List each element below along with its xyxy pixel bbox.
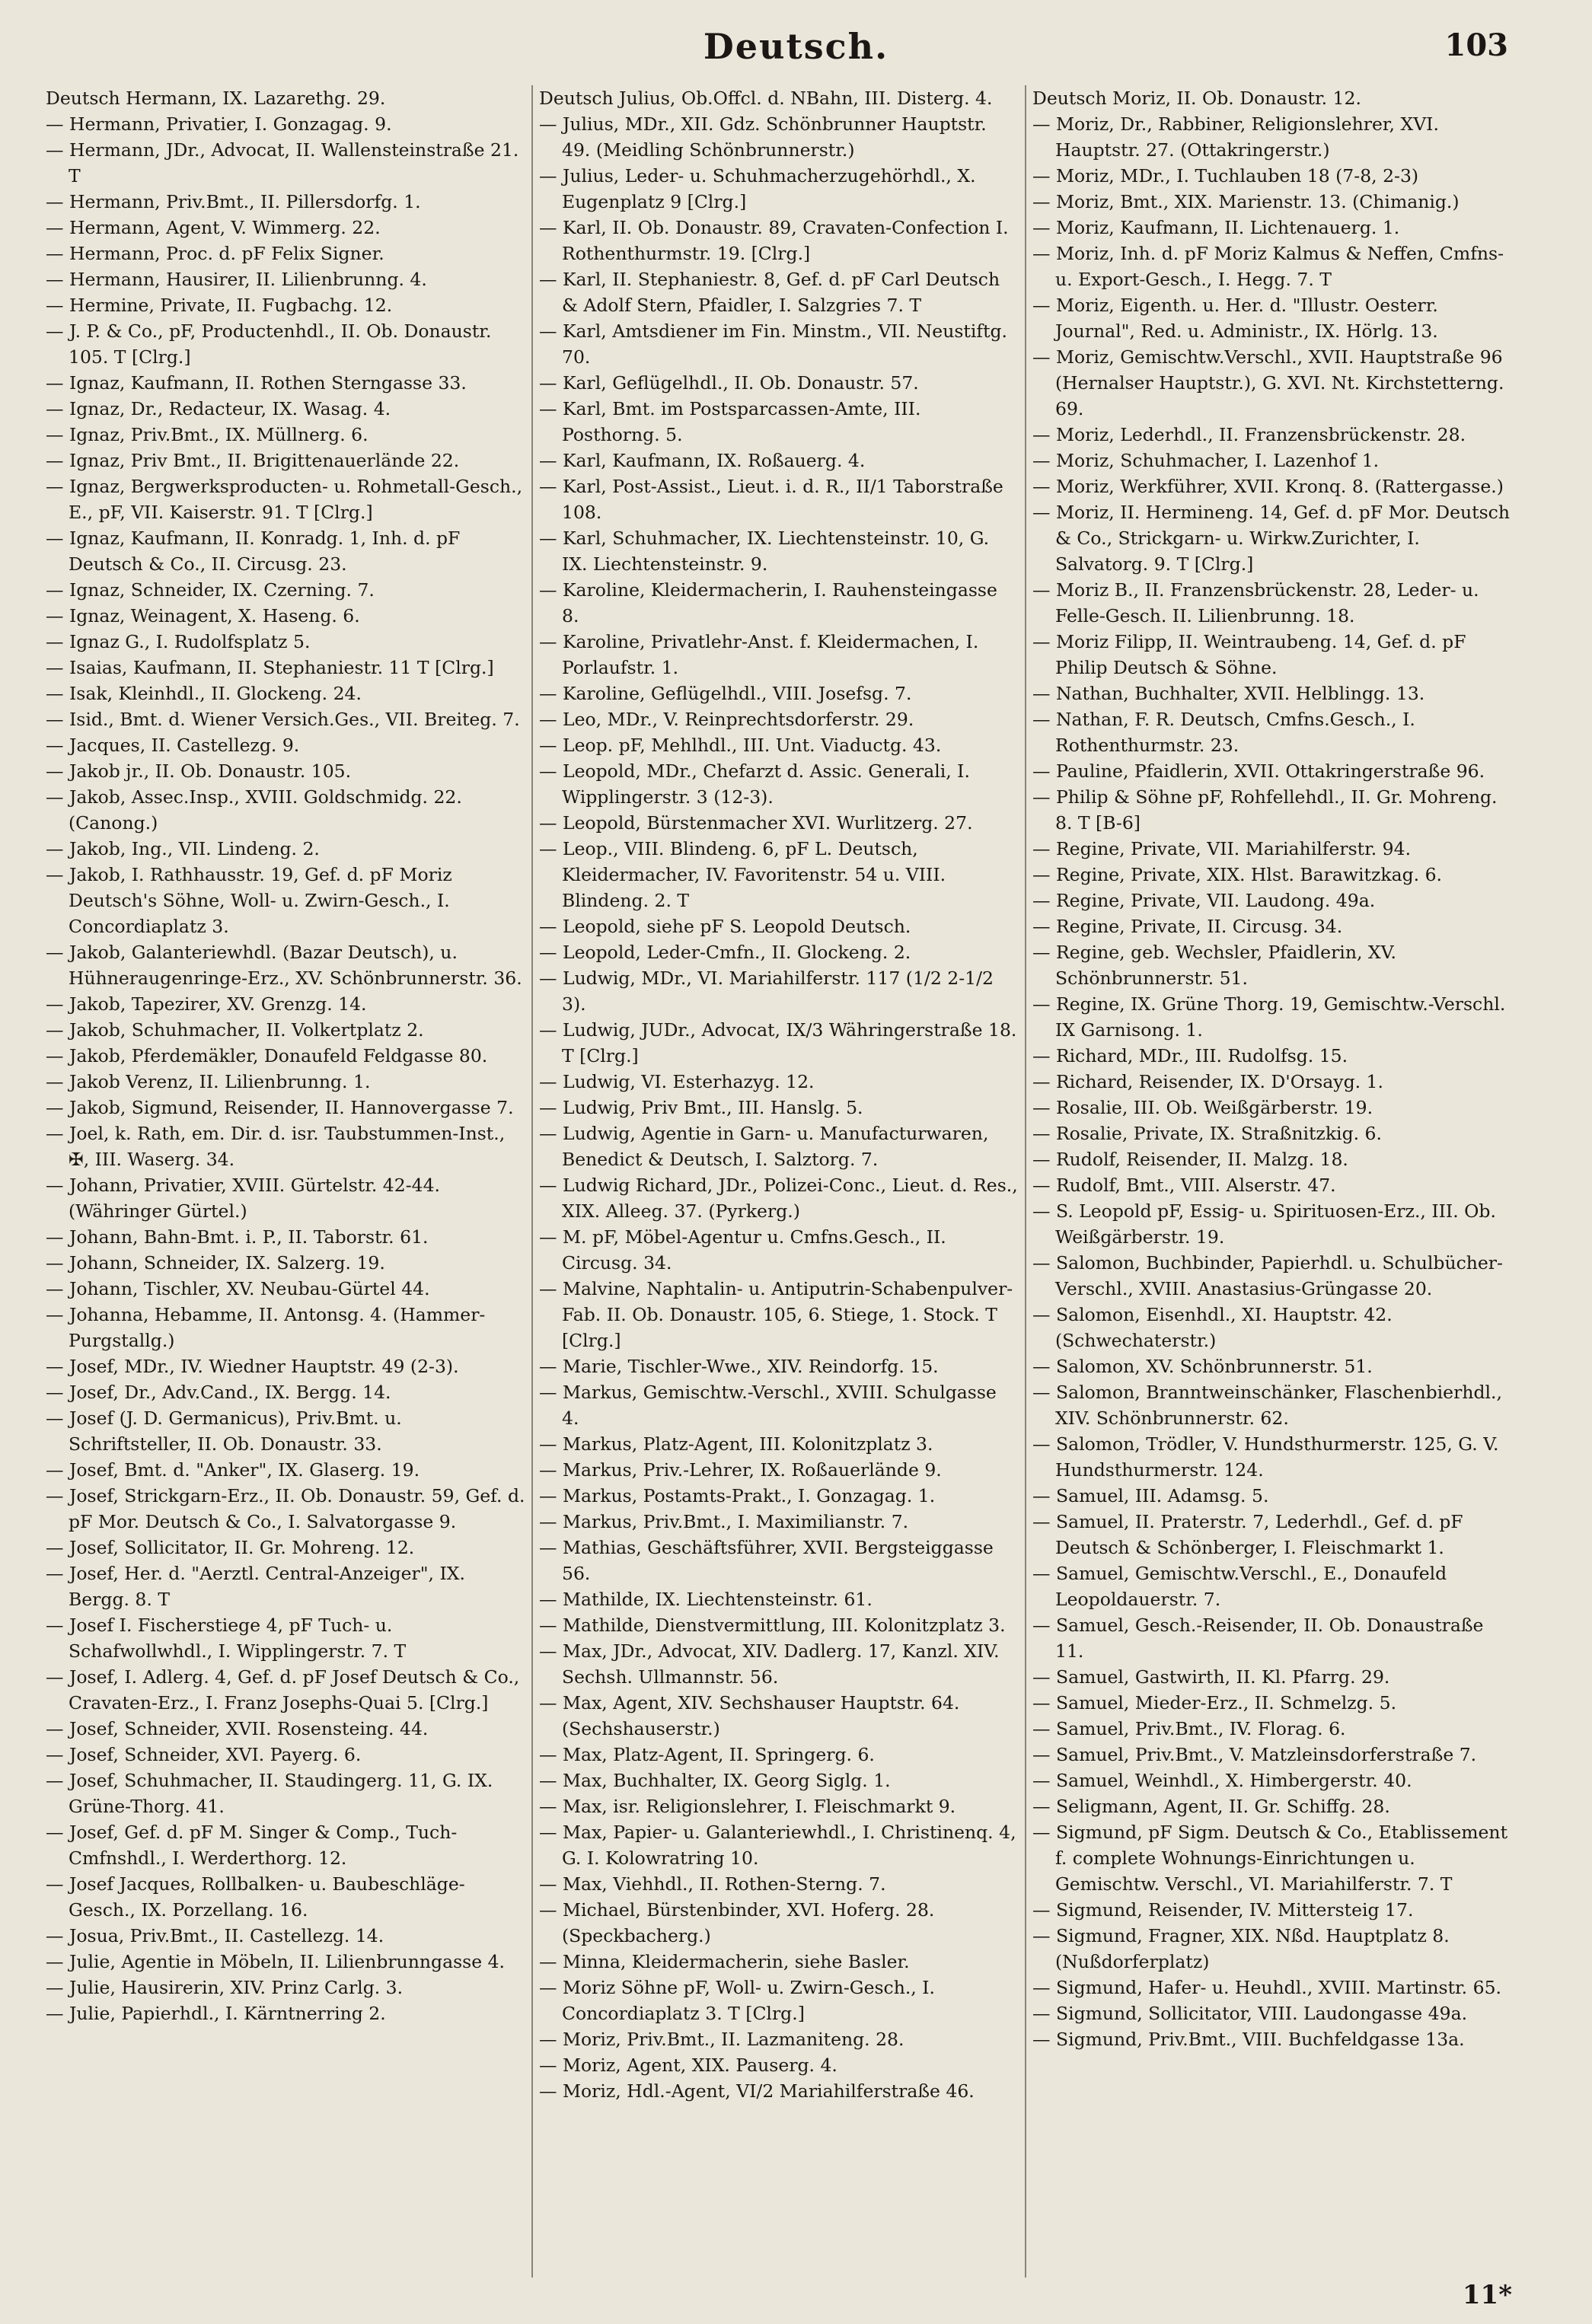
directory-entry: — Samuel, Priv.Bmt., IV. Florag. 6. bbox=[1032, 1718, 1346, 1739]
directory-entry: — Rosalie, Private, IX. Straßnitzkig. 6. bbox=[1032, 1123, 1382, 1144]
directory-entry: Deutsch Julius, Ob.Offcl. d. NBahn, III. Disterg. 4. bbox=[539, 88, 993, 109]
directory-entry: — Karoline, Geflügelhdl., VIII. Josefsg. 7. bbox=[539, 683, 912, 704]
directory-entry: — Leopold, siehe pF S. Leopold Deutsch. bbox=[539, 916, 911, 937]
directory-entry: — Josef, Schneider, XVI. Payerg. 6. bbox=[46, 1744, 362, 1765]
directory-entry: — Johann, Bahn-Bmt. i. P., II. Taborstr. 61. bbox=[46, 1226, 429, 1248]
directory-entry: — Philip & Söhne pF, Rohfellehdl., II. Gr. Mohreng. 8. T [B-6] bbox=[1032, 786, 1498, 834]
directory-entry: — M. pF, Möbel-Agentur u. Cmfns.Gesch., II. Circusg. 34. bbox=[539, 1226, 946, 1274]
directory-entry: — S. Leopold pF, Essig- u. Spirituosen-Erz., III. Ob. Weißgärberstr. 19. bbox=[1032, 1200, 1496, 1248]
directory-entry: — Moriz, Dr., Rabbiner, Religionslehrer, XVI. Hauptstr. 27. (Ottakringerstr.) bbox=[1032, 113, 1439, 161]
directory-entry: — Josef, Gef. d. pF M. Singer & Comp., Tuch-Cmfnshdl., I. Werderthorg. 12. bbox=[46, 1822, 458, 1869]
directory-entry: — Leop., VIII. Blindeng. 6, pF L. Deutsch, Kleidermacher, IV. Favoritenstr. 54 u. VIII. Blindeng. 2. T bbox=[539, 838, 946, 911]
directory-entry: — Moriz, Eigenth. u. Her. d. "Illustr. Oesterr. Journal", Red. u. Administr., IX. Hörlg. 13. bbox=[1032, 295, 1438, 342]
directory-entry: — Pauline, Pfaidlerin, XVII. Ottakringerstraße 96. bbox=[1032, 760, 1485, 782]
directory-entry: — Max, isr. Religionslehrer, I. Fleischmarkt 9. bbox=[539, 1796, 956, 1817]
directory-entry: — Jakob, Tapezirer, XV. Grenzg. 14. bbox=[46, 993, 367, 1015]
directory-entry: — Hermann, Hausirer, II. Lilienbrunng. 4. bbox=[46, 269, 427, 290]
page-title: Deutsch. bbox=[703, 26, 889, 67]
directory-entry: — Jakob, Ing., VII. Lindeng. 2. bbox=[46, 838, 320, 859]
directory-entry: — Moriz, Bmt., XIX. Marienstr. 13. (Chimanig.) bbox=[1032, 191, 1460, 212]
directory-entry: — Moriz, Schuhmacher, I. Lazenhof 1. bbox=[1032, 450, 1380, 471]
directory-entry: Deutsch Moriz, II. Ob. Donaustr. 12. bbox=[1032, 88, 1361, 109]
directory-entry: — Ludwig Richard, JDr., Polizei-Conc., Lieut. d. Res., XIX. Alleeg. 37. (Pyrkerg.) bbox=[539, 1175, 1018, 1222]
column-divider bbox=[1025, 85, 1026, 2278]
column-3 bbox=[1032, 85, 1512, 2278]
directory-entry: — Josef, Schneider, XVII. Rosensteing. 44. bbox=[46, 1718, 429, 1739]
directory-entry: — Isid., Bmt. d. Wiener Versich.Ges., VII. Breiteg. 7. bbox=[46, 709, 520, 730]
directory-entry: — Moriz, Hdl.-Agent, VI/2 Mariahilferstraße 46. bbox=[539, 2080, 975, 2102]
directory-entry: — Regine, Private, XIX. Hlst. Barawitzkag. 6. bbox=[1032, 864, 1443, 885]
directory-entry: — Josef, Sollicitator, II. Gr. Mohreng. 12. bbox=[46, 1537, 415, 1558]
directory-entry: — Jakob, Assec.Insp., XVIII. Goldschmidg. 22. (Canong.) bbox=[46, 786, 462, 834]
directory-entry: — Ludwig, JUDr., Advocat, IX/3 Währingerstraße 18. T [Clrg.] bbox=[539, 1019, 1017, 1066]
directory-entry: — Minna, Kleidermacherin, siehe Basler. bbox=[539, 1951, 910, 1972]
directory-entry: — Jakob Verenz, II. Lilienbrunng. 1. bbox=[46, 1071, 371, 1092]
directory-entry: — Jakob, Galanteriewhdl. (Bazar Deutsch), u. Hühneraugenringe-Erz., XV. Schönbrunnerstr. 36. bbox=[46, 942, 522, 989]
directory-entry: — Ignaz, Schneider, IX. Czerning. 7. bbox=[46, 579, 375, 601]
directory-entry: — Sigmund, Priv.Bmt., VIII. Buchfeldgasse 13a. bbox=[1032, 2029, 1465, 2050]
directory-entry: — Malvine, Naphtalin- u. Antiputrin-Schabenpulver-Fab. II. Ob. Donaustr. 105, 6. Stiege, 1. Stock. T [Clrg.] bbox=[539, 1278, 1013, 1351]
directory-entry: — Max, Agent, XIV. Sechshauser Hauptstr. 64. (Sechshauserstr.) bbox=[539, 1692, 960, 1739]
directory-entry: — Hermann, Priv.Bmt., II. Pillersdorfg. 1. bbox=[46, 191, 421, 212]
directory-entry: — Mathilde, IX. Liechtensteinstr. 61. bbox=[539, 1589, 873, 1610]
directory-entry: — Ludwig, Priv Bmt., III. Hanslg. 5. bbox=[539, 1097, 863, 1118]
directory-entry: — Salomon, Eisenhdl., XI. Hauptstr. 42. (Schwechaterstr.) bbox=[1032, 1304, 1393, 1351]
directory-entry: — Ignaz, Dr., Redacteur, IX. Wasag. 4. bbox=[46, 398, 391, 419]
directory-entry: Deutsch Hermann, IX. Lazarethg. 29. bbox=[46, 88, 386, 109]
directory-entry: — Ludwig, VI. Esterhazyg. 12. bbox=[539, 1071, 815, 1092]
directory-entry: — Josef, Bmt. d. "Anker", IX. Glaserg. 19. bbox=[46, 1459, 420, 1481]
directory-entry: — Josef I. Fischerstiege 4, pF Tuch- u. Schafwollwhdl., I. Wipplingerstr. 7. T bbox=[46, 1615, 407, 1662]
directory-entry: — Samuel, Priv.Bmt., V. Matzleinsdorferstraße 7. bbox=[1032, 1744, 1477, 1765]
directory-entry: — Ignaz, Priv Bmt., II. Brigittenauerlände 22. bbox=[46, 450, 460, 471]
column-divider bbox=[531, 85, 533, 2278]
directory-entry: — Karl, Schuhmacher, IX. Liechtensteinstr. 10, G. IX. Liechtensteinstr. 9. bbox=[539, 528, 990, 575]
directory-entry: — Salomon, Trödler, V. Hundsthurmerstr. 125, G. V. Hundsthurmerstr. 124. bbox=[1032, 1433, 1499, 1481]
directory-entry: — Ignaz, Kaufmann, II. Konradg. 1, Inh. d. pF Deutsch & Co., II. Circusg. 23. bbox=[46, 528, 461, 575]
directory-entry: — Ignaz, Bergwerksproducten- u. Rohmetall-Gesch., E., pF, VII. Kaiserstr. 91. T [Clrg.] bbox=[46, 476, 523, 523]
directory-entry: — Richard, MDr., III. Rudolfsg. 15. bbox=[1032, 1045, 1348, 1066]
directory-entry: — Jakob, I. Rathhausstr. 19, Gef. d. pF Moriz Deutsch's Söhne, Woll- u. Zwirn-Gesch., I. Concordiaplatz 3. bbox=[46, 864, 452, 937]
directory-entry: — Moriz, Gemischtw.Verschl., XVII. Hauptstraße 96 (Hernalser Hauptstr.), G. XVI. Nt. Kirchstetterng. 69. bbox=[1032, 346, 1504, 419]
directory-entry: — Samuel, III. Adamsg. 5. bbox=[1032, 1485, 1269, 1506]
directory-entry: — Moriz, Priv.Bmt., II. Lazmaniteng. 28. bbox=[539, 2029, 904, 2050]
directory-entry: — Julius, MDr., XII. Gdz. Schönbrunner Hauptstr. 49. (Meidling Schönbrunnerstr.) bbox=[539, 113, 987, 161]
directory-entry: — Michael, Bürstenbinder, XVI. Hoferg. 28. (Speckbacherg.) bbox=[539, 1899, 935, 1946]
directory-entry: — Karl, Kaufmann, IX. Roßauerg. 4. bbox=[539, 450, 866, 471]
directory-entry: — Max, Papier- u. Galanteriewhdl., I. Christinenq. 4, G. I. Kolowratring 10. bbox=[539, 1822, 1016, 1869]
directory-entry: — Karl, II. Stephaniestr. 8, Gef. d. pF Carl Deutsch & Adolf Stern, Pfaidler, I. Salzgries 7. T bbox=[539, 269, 1000, 316]
directory-entry: — Moriz, MDr., I. Tuchlauben 18 (7-8, 2-3) bbox=[1032, 165, 1419, 186]
directory-entry: — Ignaz G., I. Rudolfsplatz 5. bbox=[46, 631, 311, 652]
directory-entry: — Nathan, Buchhalter, XVII. Helblingg. 13. bbox=[1032, 683, 1425, 704]
directory-entry: — Jakob, Schuhmacher, II. Volkertplatz 2. bbox=[46, 1019, 424, 1041]
directory-entry: — Samuel, Weinhdl., X. Himbergerstr. 40. bbox=[1032, 1770, 1412, 1791]
directory-entry: — Hermann, JDr., Advocat, II. Wallensteinstraße 21. T bbox=[46, 139, 519, 186]
directory-entry: — Sigmund, Fragner, XIX. Nßd. Hauptplatz 8. (Nußdorferplatz) bbox=[1032, 1925, 1450, 1972]
directory-entry: — Regine, geb. Wechsler, Pfaidlerin, XV. Schönbrunnerstr. 51. bbox=[1032, 942, 1396, 989]
directory-entry: — Johann, Tischler, XV. Neubau-Gürtel 44. bbox=[46, 1278, 430, 1299]
directory-entry: — Moriz, Lederhdl., II. Franzensbrückenstr. 28. bbox=[1032, 424, 1466, 445]
directory-entry: — Regine, Private, VII. Laudong. 49a. bbox=[1032, 890, 1376, 911]
directory-entry: — Samuel, Mieder-Erz., II. Schmelzg. 5. bbox=[1032, 1692, 1397, 1714]
directory-entry: — Mathias, Geschäftsführer, XVII. Bergsteiggasse 56. bbox=[539, 1537, 994, 1584]
directory-entry: — Jakob, Sigmund, Reisender, II. Hannovergasse 7. bbox=[46, 1097, 514, 1118]
directory-entry: — Josef, I. Adlerg. 4, Gef. d. pF Josef Deutsch & Co., Cravaten-Erz., I. Franz Josephs-Quai 5. [Clrg.] bbox=[46, 1666, 520, 1714]
directory-entry: — Karl, Bmt. im Postsparcassen-Amte, III. Posthorng. 5. bbox=[539, 398, 921, 445]
directory-entry: — Sigmund, Sollicitator, VIII. Laudongasse 49a. bbox=[1032, 2003, 1468, 2024]
directory-entry: — Moriz Söhne pF, Woll- u. Zwirn-Gesch., I. Concordiaplatz 3. T [Clrg.] bbox=[539, 1977, 935, 2024]
directory-entry: — Jakob jr., II. Ob. Donaustr. 105. bbox=[46, 760, 352, 782]
directory-entry: — Rudolf, Bmt., VIII. Alserstr. 47. bbox=[1032, 1175, 1336, 1196]
directory-entry: — Max, JDr., Advocat, XIV. Dadlerg. 17, Kanzl. XIV. Sechsh. Ullmannstr. 56. bbox=[539, 1640, 1000, 1688]
entry-columns bbox=[46, 85, 1561, 2278]
directory-entry: — Julie, Hausirerin, XIV. Prinz Carlg. 3. bbox=[46, 1977, 404, 1998]
directory-entry: — Moriz B., II. Franzensbrückenstr. 28, Leder- u. Felle-Gesch. II. Lilienbrunng. 18. bbox=[1032, 579, 1479, 626]
directory-entry: — Josua, Priv.Bmt., II. Castellezg. 14. bbox=[46, 1925, 384, 1946]
directory-entry: — Hermann, Proc. d. pF Felix Signer. bbox=[46, 243, 384, 264]
directory-entry: — Jacques, II. Castellezg. 9. bbox=[46, 735, 300, 756]
directory-entry: — Karl, Amtsdiener im Fin. Minstm., VII. Neustiftg. 70. bbox=[539, 320, 1008, 368]
column-2 bbox=[539, 85, 1019, 2278]
directory-entry: — Regine, Private, II. Circusg. 34. bbox=[1032, 916, 1343, 937]
directory-entry: — Moriz, II. Hermineng. 14, Gef. d. pF Mor. Deutsch & Co., Strickgarn- u. Wirkw.Zurichter, I. Salvatorg. 9. T [Clrg.] bbox=[1032, 502, 1510, 575]
page-number: 103 bbox=[1444, 27, 1508, 63]
directory-entry: — Josef (J. D. Germanicus), Priv.Bmt. u. Schriftsteller, II. Ob. Donaustr. 33. bbox=[46, 1407, 402, 1455]
directory-entry: — Max, Buchhalter, IX. Georg Siglg. 1. bbox=[539, 1770, 891, 1791]
directory-entry: — Mathilde, Dienstvermittlung, III. Kolonitzplatz 3. bbox=[539, 1615, 1006, 1636]
directory-entry: — Regine, Private, VII. Mariahilferstr. 94. bbox=[1032, 838, 1412, 859]
directory-entry: — Ludwig, Agentie in Garn- u. Manufacturwaren, Benedict & Deutsch, I. Salztorg. 7. bbox=[539, 1123, 989, 1170]
directory-entry: — Nathan, F. R. Deutsch, Cmfns.Gesch., I. Rothenthurmstr. 23. bbox=[1032, 709, 1415, 756]
directory-entry: — Hermann, Agent, V. Wimmerg. 22. bbox=[46, 217, 381, 238]
directory-entry: — Karoline, Kleidermacherin, I. Rauhensteingasse 8. bbox=[539, 579, 997, 626]
directory-entry: — Salomon, Branntweinschänker, Flaschenbierhdl., XIV. Schönbrunnerstr. 62. bbox=[1032, 1382, 1502, 1429]
directory-entry: — Josef, Her. d. "Aerztl. Central-Anzeiger", IX. Bergg. 8. T bbox=[46, 1563, 465, 1610]
directory-entry: — Karl, Geflügelhdl., II. Ob. Donaustr. 57. bbox=[539, 372, 919, 394]
directory-entry: — Moriz, Werkführer, XVII. Kronq. 8. (Rattergasse.) bbox=[1032, 476, 1504, 497]
directory-entry: — Samuel, Gesch.-Reisender, II. Ob. Donaustraße 11. bbox=[1032, 1615, 1484, 1662]
directory-entry: — Julie, Papierhdl., I. Kärntnerring 2. bbox=[46, 2003, 386, 2024]
directory-entry: — Samuel, Gastwirth, II. Kl. Pfarrg. 29. bbox=[1032, 1666, 1390, 1688]
sheet-signature: 11* bbox=[1462, 2280, 1512, 2310]
directory-entry: — Ignaz, Kaufmann, II. Rothen Sterngasse 33. bbox=[46, 372, 467, 394]
page-header bbox=[0, 21, 1592, 75]
directory-entry: — Seligmann, Agent, II. Gr. Schiffg. 28. bbox=[1032, 1796, 1390, 1817]
directory-entry: — Hermine, Private, II. Fugbachg. 12. bbox=[46, 295, 393, 316]
directory-entry: — Marie, Tischler-Wwe., XIV. Reindorfg. 15. bbox=[539, 1356, 939, 1377]
directory-entry: — Sigmund, Reisender, IV. Mittersteig 17. bbox=[1032, 1899, 1414, 1921]
directory-entry: — Hermann, Privatier, I. Gonzagag. 9. bbox=[46, 113, 392, 135]
directory-entry: — Richard, Reisender, IX. D'Orsayg. 1. bbox=[1032, 1071, 1383, 1092]
directory-entry: — Markus, Priv.-Lehrer, IX. Roßauerlände 9. bbox=[539, 1459, 942, 1481]
directory-entry: — Karoline, Privatlehr-Anst. f. Kleidermachen, I. Porlaufstr. 1. bbox=[539, 631, 979, 678]
directory-entry: — Markus, Gemischtw.-Verschl., XVIII. Schulgasse 4. bbox=[539, 1382, 997, 1429]
directory-entry: — Max, Platz-Agent, II. Springerg. 6. bbox=[539, 1744, 875, 1765]
directory-entry: — Salomon, Buchbinder, Papierhdl. u. Schulbücher-Verschl., XVIII. Anastasius-Grüngasse 20. bbox=[1032, 1252, 1503, 1299]
directory-entry: — Salomon, XV. Schönbrunnerstr. 51. bbox=[1032, 1356, 1373, 1377]
directory-entry: — Josef, Schuhmacher, II. Staudingerg. 11, G. IX. Grüne-Thorg. 41. bbox=[46, 1770, 493, 1817]
directory-entry: — Julie, Agentie in Möbeln, II. Lilienbrunngasse 4. bbox=[46, 1951, 506, 1972]
directory-entry: — Karl, Post-Assist., Lieut. i. d. R., II/1 Taborstraße 108. bbox=[539, 476, 1003, 523]
directory-entry: — Leopold, Bürstenmacher XVI. Wurlitzerg. 27. bbox=[539, 812, 973, 834]
directory-entry: — Ignaz, Priv.Bmt., IX. Müllnerg. 6. bbox=[46, 424, 368, 445]
directory-entry: — J. P. & Co., pF, Productenhdl., II. Ob. Donaustr. 105. T [Clrg.] bbox=[46, 320, 492, 368]
directory-entry: — Julius, Leder- u. Schuhmacherzugehörhdl., X. Eugenplatz 9 [Clrg.] bbox=[539, 165, 976, 212]
directory-entry: — Sigmund, pF Sigm. Deutsch & Co., Etablissement f. complete Wohnungs-Einrichtungen u. Gemischtw. Verschl., VI. Mariahilferstr. 7. T bbox=[1032, 1822, 1508, 1895]
directory-entry: — Ignaz, Weinagent, X. Haseng. 6. bbox=[46, 605, 360, 626]
directory-entry: — Joel, k. Rath, em. Dir. d. isr. Taubstummen-Inst., ✠, III. Waserg. 34. bbox=[46, 1123, 506, 1170]
column-1 bbox=[46, 85, 525, 2278]
directory-entry: — Isaias, Kaufmann, II. Stephaniestr. 11 T [Clrg.] bbox=[46, 657, 494, 678]
directory-entry: — Markus, Platz-Agent, III. Kolonitzplatz 3. bbox=[539, 1433, 933, 1455]
directory-entry: — Rudolf, Reisender, II. Malzg. 18. bbox=[1032, 1149, 1348, 1170]
directory-entry: — Ludwig, MDr., VI. Mariahilferstr. 117 (1/2 2-1/2 3). bbox=[539, 968, 994, 1015]
directory-entry: — Moriz, Inh. d. pF Moriz Kalmus & Neffen, Cmfns- u. Export-Gesch., I. Hegg. 7. T bbox=[1032, 243, 1504, 290]
directory-entry: — Johann, Schneider, IX. Salzerg. 19. bbox=[46, 1252, 385, 1274]
directory-entry: — Markus, Postamts-Prakt., I. Gonzagag. 1. bbox=[539, 1485, 936, 1506]
directory-entry: — Leopold, Leder-Cmfn., II. Glockeng. 2. bbox=[539, 942, 911, 963]
directory-entry: — Johann, Privatier, XVIII. Gürtelstr. 42-44. (Währinger Gürtel.) bbox=[46, 1175, 441, 1222]
directory-entry: — Leopold, MDr., Chefarzt d. Assic. Generali, I. Wipplingerstr. 3 (12-3). bbox=[539, 760, 970, 808]
directory-entry: — Leo, MDr., V. Reinprechtsdorferstr. 29. bbox=[539, 709, 914, 730]
directory-entry: — Sigmund, Hafer- u. Heuhdl., XVIII. Martinstr. 65. bbox=[1032, 1977, 1501, 1998]
directory-entry: — Rosalie, III. Ob. Weißgärberstr. 19. bbox=[1032, 1097, 1373, 1118]
directory-entry: — Leop. pF, Mehlhdl., III. Unt. Viaductg. 43. bbox=[539, 735, 942, 756]
directory-entry: — Max, Viehhdl., II. Rothen-Sterng. 7. bbox=[539, 1873, 886, 1895]
directory-entry: — Markus, Priv.Bmt., I. Maximilianstr. 7. bbox=[539, 1511, 909, 1532]
directory-entry: — Moriz, Agent, XIX. Pauserg. 4. bbox=[539, 2055, 837, 2076]
directory-entry: — Johanna, Hebamme, II. Antonsg. 4. (Hammer-Purgstallg.) bbox=[46, 1304, 486, 1351]
directory-entry: — Isak, Kleinhdl., II. Glockeng. 24. bbox=[46, 683, 362, 704]
directory-entry: — Samuel, II. Praterstr. 7, Lederhdl., Gef. d. pF Deutsch & Schönberger, I. Fleischmarkt 1. bbox=[1032, 1511, 1463, 1558]
directory-entry: — Josef, Strickgarn-Erz., II. Ob. Donaustr. 59, Gef. d. pF Mor. Deutsch & Co., I. Salvatorgasse 9. bbox=[46, 1485, 525, 1532]
directory-entry: — Moriz, Kaufmann, II. Lichtenauerg. 1. bbox=[1032, 217, 1400, 238]
directory-entry: — Samuel, Gemischtw.Verschl., E., Donaufeld Leopoldauerstr. 7. bbox=[1032, 1563, 1447, 1610]
directory-entry: — Josef Jacques, Rollbalken- u. Baubeschläge-Gesch., IX. Porzellang. 16. bbox=[46, 1873, 465, 1921]
directory-entry: — Moriz Filipp, II. Weintraubeng. 14, Gef. d. pF Philip Deutsch & Söhne. bbox=[1032, 631, 1466, 678]
directory-entry: — Regine, IX. Grüne Thorg. 19, Gemischtw.-Verschl. IX Garnisong. 1. bbox=[1032, 993, 1506, 1041]
directory-entry: — Jakob, Pferdemäkler, Donaufeld Feldgasse 80. bbox=[46, 1045, 488, 1066]
directory-entry: — Josef, MDr., IV. Wiedner Hauptstr. 49 (2-3). bbox=[46, 1356, 459, 1377]
directory-entry: — Karl, II. Ob. Donaustr. 89, Cravaten-Confection I. Rothenthurmstr. 19. [Clrg.] bbox=[539, 217, 1009, 264]
directory-entry: — Josef, Dr., Adv.Cand., IX. Bergg. 14. bbox=[46, 1382, 391, 1403]
